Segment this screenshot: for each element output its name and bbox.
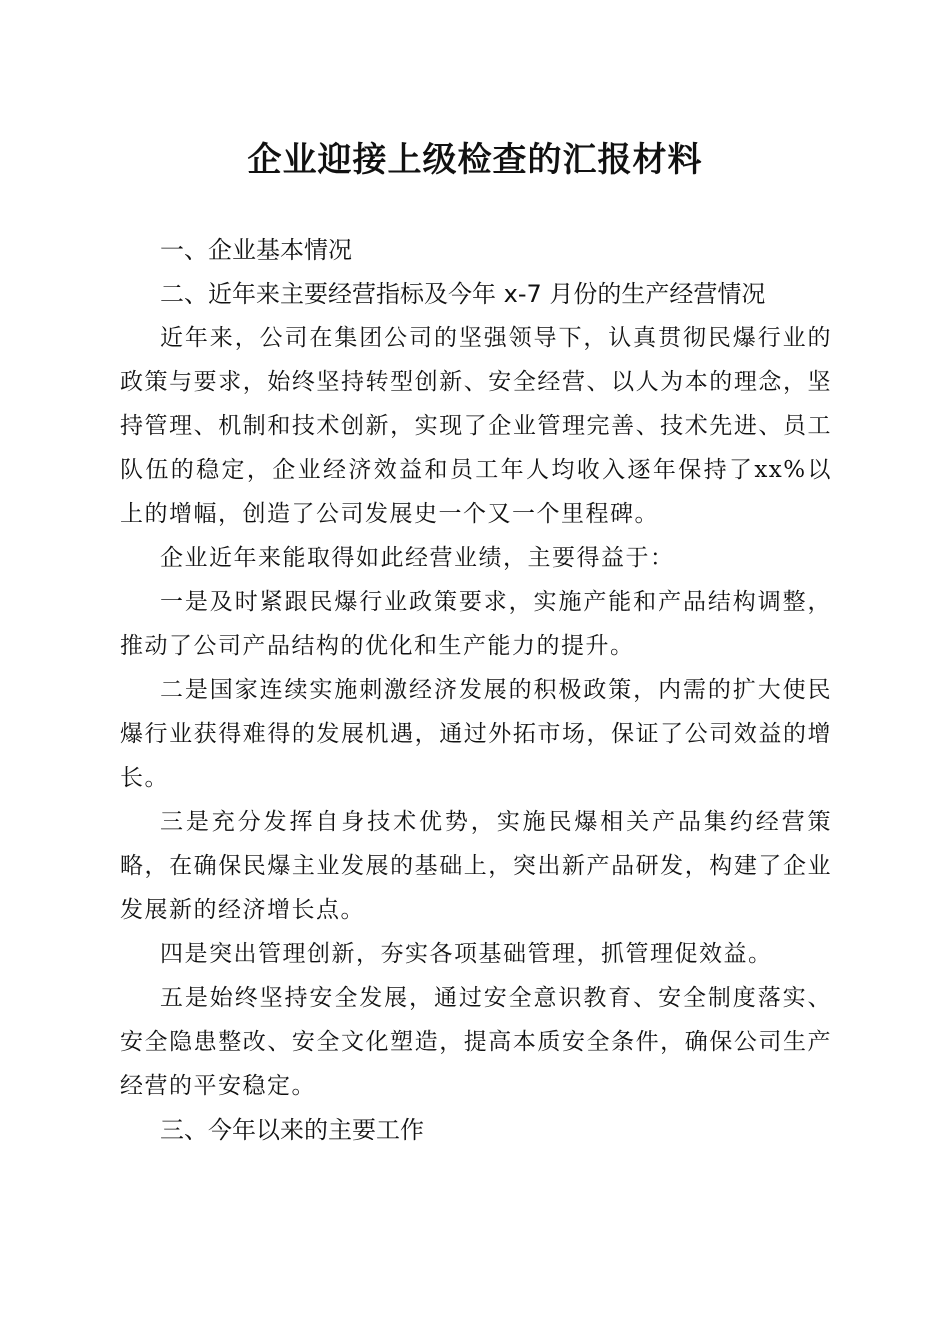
paragraph-reason-2: 二是国家连续实施刺激经济发展的积极政策，内需的扩大使民爆行业获得难得的发展机遇，通过外拓市场，保证了公司效益的增长。 bbox=[120, 677, 832, 791]
section-heading-2: 二、近年来主要经营指标及今年 x-7 月份的生产经营情况 bbox=[160, 280, 766, 308]
paragraph-reason-1: 一是及时紧跟民爆行业政策要求，实施产能和产品结构调整，推动了公司产品结构的优化和生产能力的提升。 bbox=[120, 589, 832, 659]
section-heading-3: 三、今年以来的主要工作 bbox=[160, 1116, 424, 1144]
paragraph-reason-5: 五是始终坚持安全发展，通过安全意识教育、安全制度落实、安全隐患整改、安全文化塑造，提高本质安全条件，确保公司生产经营的平安稳定。 bbox=[120, 985, 832, 1099]
section-heading-1: 一、企业基本情况 bbox=[160, 236, 352, 264]
paragraph-reason-4: 四是突出管理创新，夯实各项基础管理，抓管理促效益。 bbox=[160, 941, 773, 967]
document-body bbox=[120, 228, 832, 1152]
paragraph-overview: 近年来，公司在集团公司的坚强领导下，认真贯彻民爆行业的政策与要求，始终坚持转型创新、安全经营、以人为本的理念，坚持管理、机制和技术创新，实现了企业管理完善、技术先进、员工队伍的稳定，企业经济效益和员工年人均收入逐年保持了xx%以上的增幅，创造了公司发展史一个又一个里程碑。 bbox=[120, 325, 832, 527]
document-title: 企业迎接上级检查的汇报材料 bbox=[247, 140, 703, 180]
paragraph-reason-3: 三是充分发挥自身技术优势，实施民爆相关产品集约经营策略，在确保民爆主业发展的基础上，突出新产品研发，构建了企业发展新的经济增长点。 bbox=[120, 809, 832, 923]
paragraph-reasons-intro: 企业近年来能取得如此经营业绩，主要得益于： bbox=[160, 545, 675, 571]
